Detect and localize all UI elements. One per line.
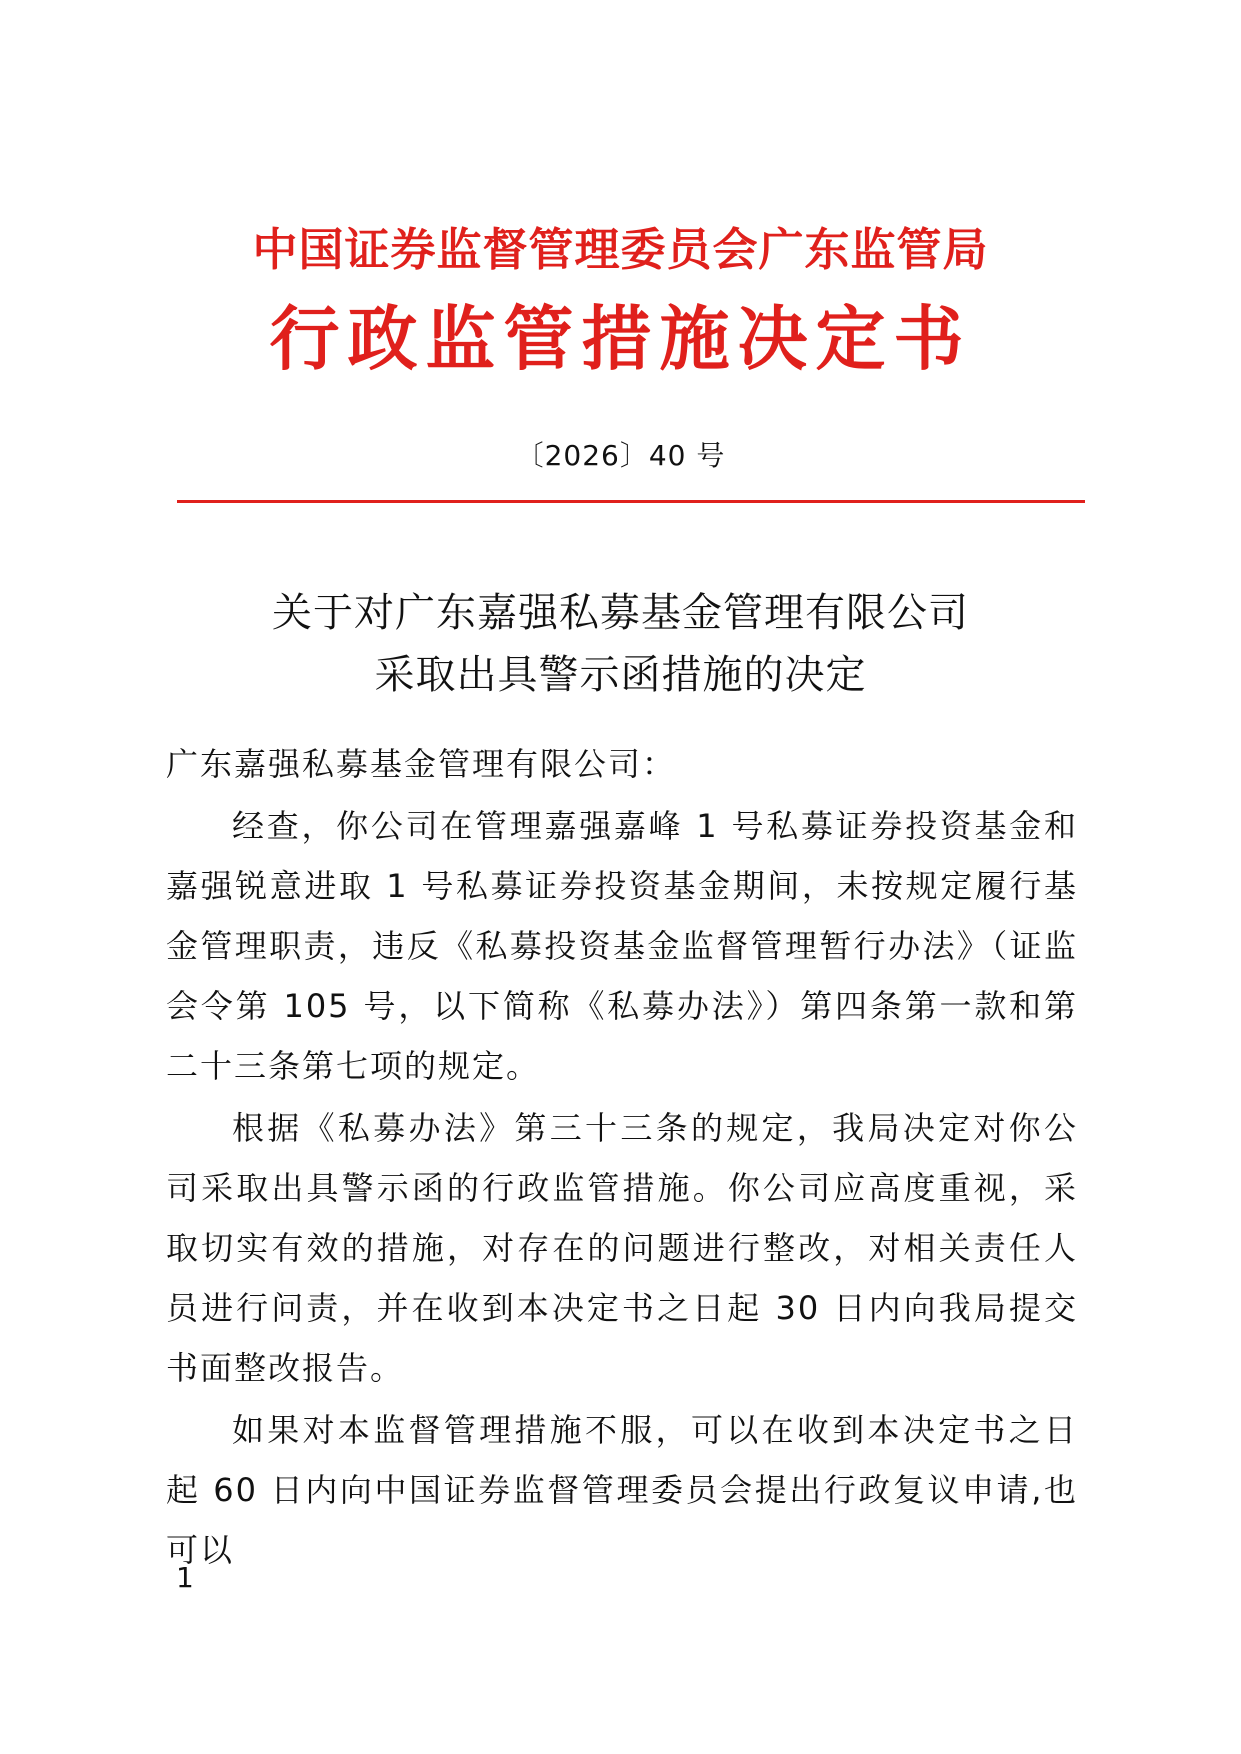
red-divider-line: [177, 500, 1085, 503]
page-number: 1: [176, 1561, 194, 1594]
issuing-agency-title: 中国证券监督管理委员会广东监管局: [252, 223, 989, 276]
body-paragraph: 经查，你公司在管理嘉强嘉峰 1 号私募证券投资基金和嘉强锐意进取 1 号私募证券投资基金期间，未按规定履行基金管理职责，违反《私募投资基金监督管理暂行办法》（证监会令第 105 号，以下简称《私募办法》）第四条第一款和第二十三条第七项的规定。: [166, 807, 1078, 1085]
document-number: 〔2026〕40 号: [515, 439, 726, 472]
subject-line-2: 采取出具警示函措施的决定: [374, 652, 867, 698]
subject-line-1: 关于对广东嘉强私募基金管理有限公司: [272, 590, 969, 636]
document-type-title: 行政监管措施决定书: [269, 298, 972, 380]
document-body: [166, 734, 1078, 1582]
decision-subject: [0, 582, 1241, 706]
body-paragraph: 如果对本监督管理措施不服，可以在收到本决定书之日起 60 日内向中国证券监督管理委员会提出行政复议申请,也可以: [166, 1411, 1078, 1569]
salutation: 广东嘉强私募基金管理有限公司：: [166, 745, 677, 783]
body-paragraph: 根据《私募办法》第三十三条的规定，我局决定对你公司采取出具警示函的行政监管措施。你公司应高度重视，采取切实有效的措施，对存在的问题进行整改，对相关责任人员进行问责，并在收到本决定书之日起 30 日内向我局提交书面整改报告。: [166, 1109, 1078, 1387]
